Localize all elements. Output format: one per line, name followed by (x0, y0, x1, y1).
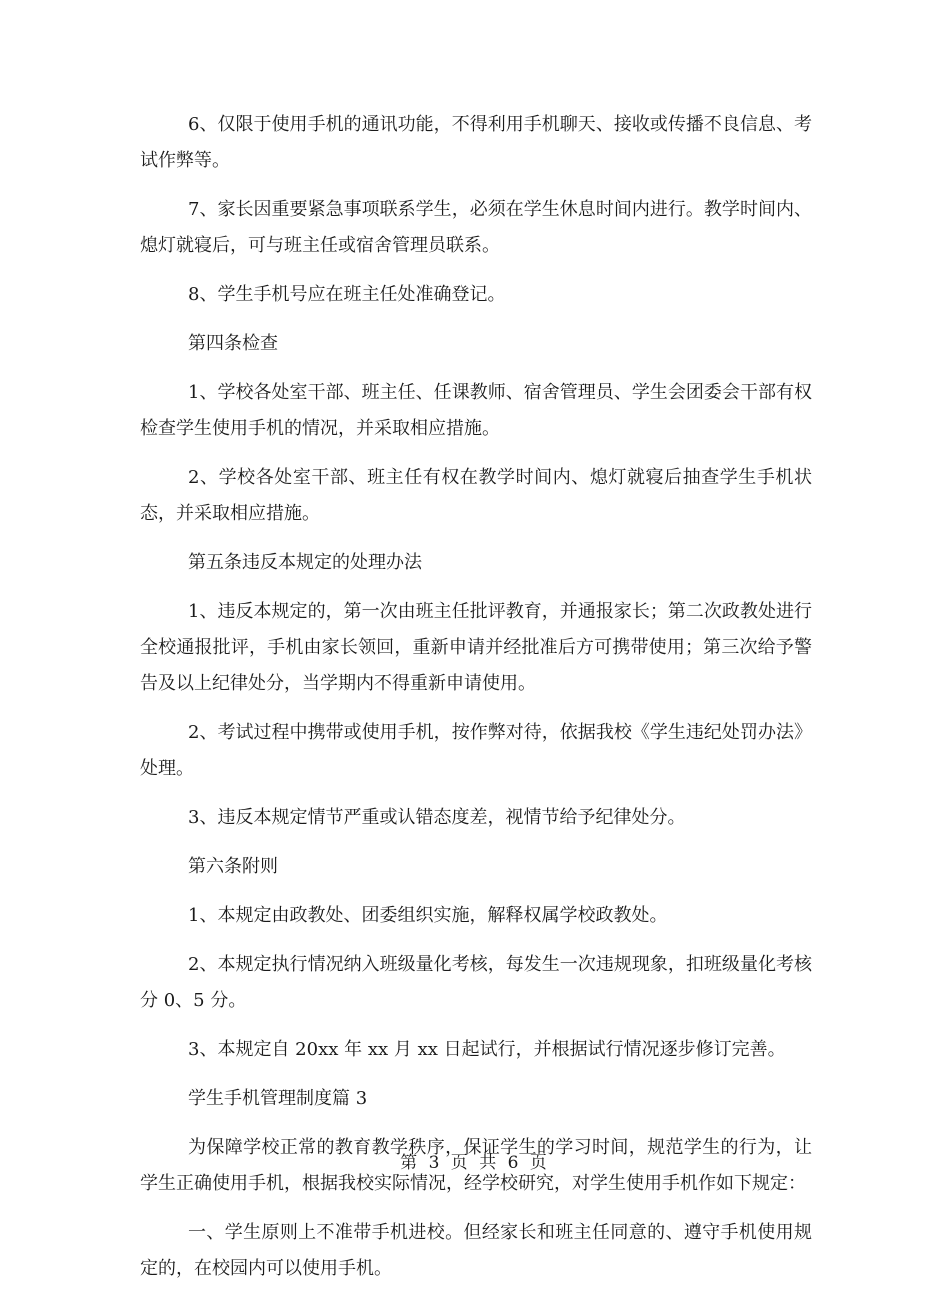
document-body (140, 107, 812, 1300)
article-3-item-1: 一、学生原则上不准带手机进校。但经家长和班主任同意的、遵守手机使用规定的，在校园内可以使用手机。 (140, 1222, 812, 1279)
section-4-item-2: 2、学校各处室干部、班主任有权在教学时间内、熄灯就寝后抽查学生手机状态，并采取相应措施。 (140, 467, 812, 524)
section-5-heading: 第五条违反本规定的处理办法 (188, 552, 422, 573)
rule-7-paragraph: 7、家长因重要紧急事项联系学生，必须在学生休息时间内进行。教学时间内、熄灯就寝后，可与班主任或宿舍管理员联系。 (140, 199, 812, 256)
page-number-footer: 第 3 页 共 6 页 (400, 1153, 550, 1173)
section-5-item-1: 1、违反本规定的，第一次由班主任批评教育，并通报家长；第二次政教处进行全校通报批评，手机由家长领回，重新申请并经批准后方可携带使用；第三次给予警告及以上纪律处分，当学期内不得重新申请使用。 (140, 601, 812, 694)
section-5-item-2: 2、考试过程中携带或使用手机，按作弊对待，依据我校《学生违纪处罚办法》处理。 (140, 722, 812, 779)
section-4-heading: 第四条检查 (188, 333, 278, 354)
section-6-item-3: 3、本规定自 20xx 年 xx 月 xx 日起试行，并根据试行情况逐步修订完善。 (188, 1039, 786, 1060)
section-5-item-3: 3、违反本规定情节严重或认错态度差，视情节给予纪律处分。 (188, 807, 686, 828)
section-4-item-1: 1、学校各处室干部、班主任、任课教师、宿舍管理员、学生会团委会干部有权检查学生使用手机的情况，并采取相应措施。 (140, 382, 812, 439)
article-3-title: 学生手机管理制度篇 3 (188, 1088, 368, 1109)
rule-8-paragraph: 8、学生手机号应在班主任处准确登记。 (188, 284, 506, 305)
article-3-intro: 为保障学校正常的教育教学秩序，保证学生的学习时间，规范学生的行为，让学生正确使用手机，根据我校实际情况，经学校研究，对学生使用手机作如下规定： (140, 1137, 812, 1194)
rule-6-paragraph: 6、仅限于使用手机的通讯功能，不得利用手机聊天、接收或传播不良信息、考试作弊等。 (140, 114, 812, 171)
section-6-item-2: 2、本规定执行情况纳入班级量化考核，每发生一次违规现象，扣班级量化考核分 0、5 分。 (140, 954, 812, 1011)
section-6-item-1: 1、本规定由政教处、团委组织实施，解释权属学校政教处。 (188, 905, 668, 926)
section-6-heading: 第六条附则 (188, 856, 278, 877)
